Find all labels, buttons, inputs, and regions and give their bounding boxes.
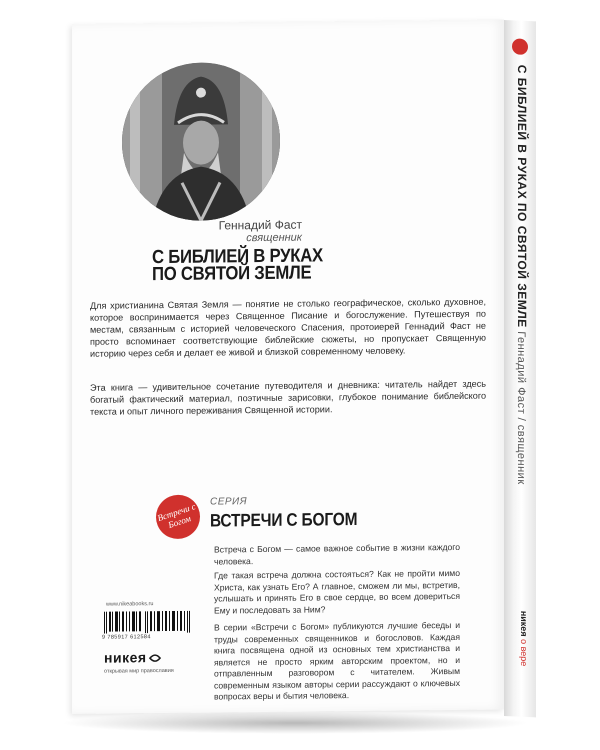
author-portrait xyxy=(122,62,280,222)
series-paragraph-3: В серии «Встречи с Богом» публикуются лучшие беседы и труды современных священников и богословов. Каждая книга посвящена одной из основных тем христианства и является не просто ярким авторским проектом, но и отправленным разговором с читателем. Живым современным языком авторы серии рассуждают о ключевых вопросах веры и бытия человека. xyxy=(214,619,460,702)
book-title xyxy=(152,247,398,284)
barcode xyxy=(102,611,192,634)
description-paragraph-2: Эта книга — удивительное сочетание путеводителя и дневника: читатель найдет здесь богатый фактический материал, поэтичные зарисовки, глубокое понимание библейского текста и опыт личного переживания Священной истории. xyxy=(90,378,486,417)
isbn-number: 9 785917 612584 xyxy=(102,634,151,641)
series-paragraph-2: Где такая встреча должна состояться? Как не пройти мимо Христа, как узнать Его? А главное, сможем ли мы, встретив, услышать и принять Его в свое сердце, во всем довериться Ему и последовать за Ним? xyxy=(214,567,460,616)
series-title: ВСТРЕЧИ С БОГОМ xyxy=(210,509,358,531)
spine-publisher-name: никея xyxy=(519,610,529,637)
series-logo xyxy=(156,495,200,539)
book-spine xyxy=(504,20,536,717)
portrait-image xyxy=(122,62,280,222)
spine-publisher xyxy=(519,611,529,667)
series-label: СЕРИЯ xyxy=(210,496,248,508)
book-shadow xyxy=(60,712,530,734)
book-title-line-2: ПО СВЯТОЙ ЗЕМЛЕ xyxy=(152,262,312,286)
publisher-mark-icon xyxy=(149,653,161,663)
author-role: священник xyxy=(246,231,302,245)
spine-role: священник xyxy=(515,424,527,485)
publisher-logo xyxy=(104,649,161,666)
author-block xyxy=(182,218,302,245)
publisher-tagline: открывая мир православия xyxy=(104,667,174,675)
publisher-website: www.nikeabooks.ru xyxy=(106,601,154,608)
spine-author: Геннадий Фаст xyxy=(515,330,527,415)
author-name: Геннадий Фаст xyxy=(218,217,302,233)
series-logo-text: Встречи с Богом xyxy=(156,501,197,531)
series-paragraph-1: Встреча с Богом — самое важное событие в жизни каждого человека. xyxy=(214,541,460,567)
spine-title: С БИБЛИЕЙ В РУКАХ ПО СВЯТОЙ ЗЕМЛЕ xyxy=(515,64,529,329)
publisher-name: никея xyxy=(104,649,147,666)
book-title-line-1: С БИБЛИЕЙ В РУКАХ xyxy=(152,245,323,269)
spine-text: С БИБЛИЕЙ В РУКАХ ПО СВЯТОЙ ЗЕМЛЕ Геннадий Фаст / священник xyxy=(515,64,529,485)
spine-series-short: о вере xyxy=(519,638,529,667)
back-cover xyxy=(72,19,504,714)
description-paragraph-1: Для христианина Святая Земля — понятие не столько географическое, сколько духовное, которое воспринимается через Священное Писание и богослужение. Путешествуя по местам, связанным с историей человеческого Спасения, протоиерей Геннадий Фаст не просто вспоминает соответствующие библейские сюжеты, но пропускает Священную историю через себя и делает ее живой и близкой современному человеку. xyxy=(90,296,486,359)
spine-series-logo xyxy=(512,38,528,55)
